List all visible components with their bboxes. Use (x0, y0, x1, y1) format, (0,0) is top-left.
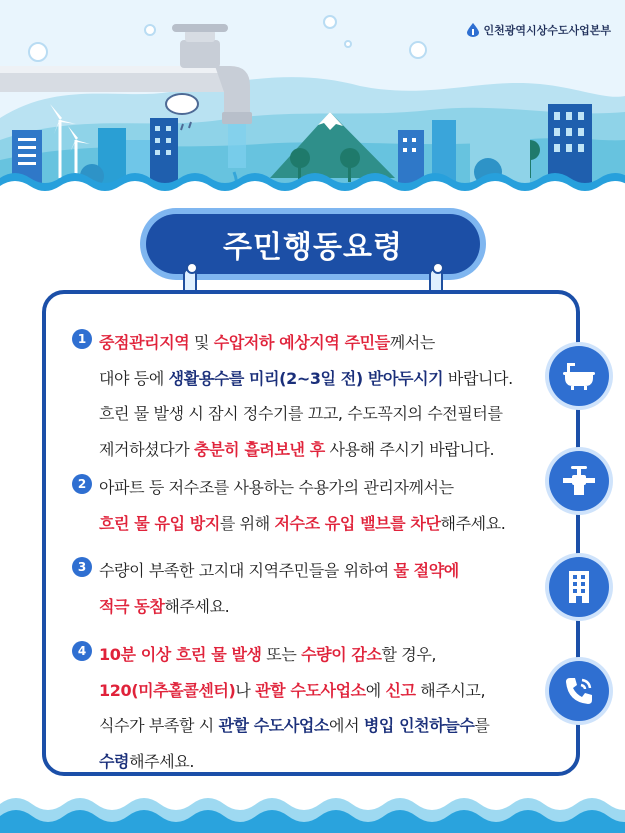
highlight-red-text: 충분히 흘려보낸 후 (194, 439, 325, 459)
item-text (99, 470, 505, 541)
page-title: 주민행동요령 (146, 214, 480, 274)
highlight-navy-text: 생활용수를 미리(2~3일 전) 받아두시기 (168, 368, 444, 388)
item-line (99, 396, 513, 432)
item-line (99, 506, 505, 542)
body-text: 를 위해 (219, 513, 275, 533)
item-line (99, 673, 489, 709)
body-text: 및 (189, 333, 214, 352)
body-text: 아파트 등 저수조를 사용하는 수용가의 관리자께서는 (99, 478, 454, 497)
item-line (99, 589, 459, 625)
body-text: 에서 (329, 716, 364, 735)
hero-illustration (0, 0, 625, 200)
item-line (99, 325, 513, 361)
highlight-red-text: 120(미추홀콜센터) (99, 680, 236, 700)
body-text: 대야 등에 (99, 368, 169, 388)
body-text: 수량이 부족한 고지대 지역주민들을 위하여 (99, 561, 394, 580)
highlight-red-text: 신고 (385, 680, 416, 700)
item-line (99, 432, 513, 468)
bottom-wave-decoration (0, 790, 625, 833)
item-number-badge: 2 (72, 474, 92, 494)
body-text: 또는 (261, 645, 302, 664)
item-line (99, 708, 489, 744)
item-line (99, 553, 459, 589)
guideline-item-3 (72, 553, 459, 624)
highlight-navy-text: 병입 인천하늘수 (363, 716, 475, 735)
highlight-red-text: 수량이 감소 (301, 645, 382, 664)
brand-name: 인천광역시상수도사업본부 (483, 24, 611, 37)
item-text (99, 553, 459, 624)
item-line (99, 361, 513, 397)
item-text (99, 325, 513, 467)
body-text: 께서는 (389, 333, 435, 352)
item-text (99, 637, 489, 779)
highlight-red-text: 수압저하 예상지역 주민들 (213, 333, 390, 352)
highlight-navy-text: 관할 수도사업소 (218, 716, 330, 735)
highlight-navy-text: 수령 (99, 751, 130, 771)
body-text: 나 (235, 680, 256, 700)
valve-icon (549, 451, 609, 511)
body-text: 해주세요. (440, 513, 506, 533)
body-text: 에 (365, 680, 386, 700)
highlight-red-text: 물 절약에 (393, 561, 459, 580)
highlight-red-text: 저수조 유입 밸브를 차단 (274, 513, 441, 533)
highlight-red-text: 흐린 물 유입 방지 (99, 513, 220, 533)
guideline-item-1 (72, 325, 513, 467)
item-number-badge: 4 (72, 641, 92, 661)
building-icon (549, 557, 609, 617)
body-text: 해주시고, (415, 680, 486, 700)
guideline-item-4 (72, 637, 489, 779)
body-text: 흐린 물 발생 시 잠시 정수기를 끄고, 수도꼭지의 수전필터를 (99, 404, 503, 423)
phone-icon (549, 661, 609, 721)
item-line (99, 637, 489, 673)
body-text: 해주세요. (164, 596, 230, 616)
body-text: 제거하셨다가 (99, 439, 195, 459)
guideline-item-2 (72, 470, 505, 541)
bathtub-icon (549, 346, 609, 406)
water-drop-logo-icon (467, 23, 479, 37)
body-text: 를 (474, 716, 490, 735)
body-text: 바랍니다. (443, 368, 513, 388)
body-text: 할 경우, (381, 645, 437, 664)
highlight-red-text: 중점관리지역 (99, 333, 190, 352)
item-line (99, 470, 505, 506)
highlight-red-text: 적극 동참 (99, 596, 165, 616)
item-line (99, 744, 489, 780)
highlight-red-text: 10분 이상 흐린 물 발생 (99, 645, 262, 664)
brand-logo (467, 22, 611, 38)
highlight-red-text: 관할 수도사업소 (255, 680, 366, 700)
item-number-badge: 3 (72, 557, 92, 577)
body-text: 해주세요. (129, 751, 195, 771)
item-number-badge: 1 (72, 329, 92, 349)
body-text: 식수가 부족할 시 (99, 716, 219, 735)
body-text: 사용해 주시기 바랍니다. (324, 439, 495, 459)
